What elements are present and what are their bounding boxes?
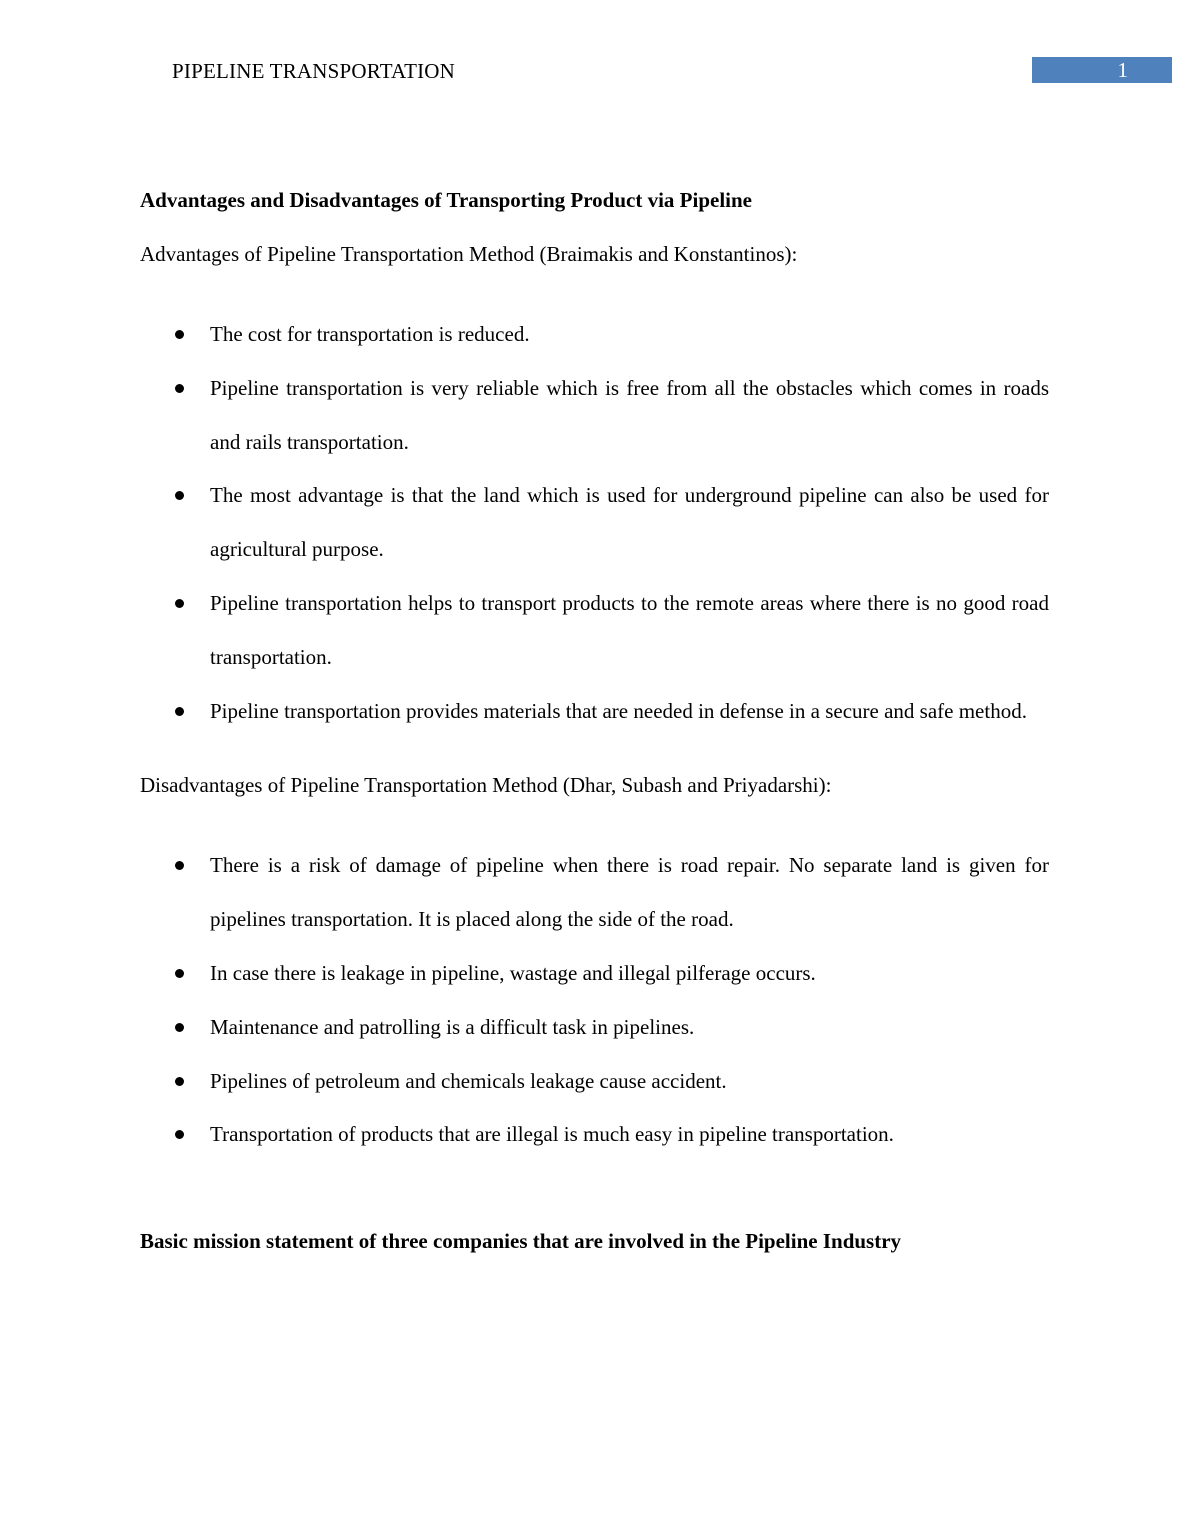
list-item-text: Transportation of products that are illegal is much easy in pipeline transportation.	[210, 1122, 894, 1147]
list-item	[140, 308, 1049, 362]
list-item-text: Pipeline transportation helps to transport products to the remote areas where there is no good road transportation.	[210, 590, 1049, 669]
list-item-text: The cost for transportation is reduced.	[210, 322, 530, 346]
bullet-icon	[175, 384, 184, 393]
list-item-text: Pipeline transportation is very reliable which is free from all the obstacles which comes in roads and rails transportation.	[210, 375, 1049, 454]
page-number: 1	[1117, 58, 1128, 82]
list-item-text: The most advantage is that the land which is used for underground pipeline can also be used for agricultural purpose.	[210, 483, 1049, 562]
disadvantages-list	[140, 839, 1049, 1162]
list-item	[140, 685, 1049, 739]
bullet-icon	[175, 969, 184, 978]
list-item-text: Pipeline transportation provides materials that are needed in defense in a secure and safe method.	[210, 698, 1027, 723]
section-heading: Advantages and Disadvantages of Transporting Product via Pipeline	[140, 188, 752, 212]
bullet-icon	[175, 1077, 184, 1086]
list-item	[140, 947, 1049, 1001]
advantages-intro: Advantages of Pipeline Transportation Method (Braimakis and Konstantinos):	[140, 242, 798, 266]
list-item-text: In case there is leakage in pipeline, wastage and illegal pilferage occurs.	[210, 960, 816, 985]
bullet-icon	[175, 1023, 184, 1032]
bullet-icon	[175, 491, 184, 500]
list-item	[140, 1108, 1049, 1162]
mission-heading: Basic mission statement of three companies that are involved in the Pipeline Industry	[140, 1229, 902, 1254]
bullet-icon	[175, 1130, 184, 1139]
disadvantages-intro: Disadvantages of Pipeline Transportation Method (Dhar, Subash and Priyadarshi):	[140, 773, 832, 798]
list-item	[140, 1055, 1049, 1109]
list-item-text: There is a risk of damage of pipeline when there is road repair. No separate land is given for pipelines transportation. It is placed along the side of the road.	[210, 853, 1049, 932]
running-head: PIPELINE TRANSPORTATION	[172, 59, 456, 83]
list-item	[140, 577, 1049, 685]
list-item	[140, 469, 1049, 577]
list-item-text: Maintenance and patrolling is a difficult task in pipelines.	[210, 1014, 695, 1039]
list-item-text: Pipelines of petroleum and chemicals leakage cause accident.	[210, 1068, 727, 1093]
list-item	[140, 1001, 1049, 1055]
list-item	[140, 839, 1049, 947]
bullet-icon	[175, 861, 184, 870]
document-body	[140, 183, 1049, 1258]
advantages-list	[140, 308, 1049, 738]
page-number-box	[1032, 57, 1172, 83]
bullet-icon	[175, 599, 184, 608]
bullet-icon	[175, 707, 184, 716]
bullet-icon	[175, 330, 184, 339]
list-item	[140, 362, 1049, 470]
